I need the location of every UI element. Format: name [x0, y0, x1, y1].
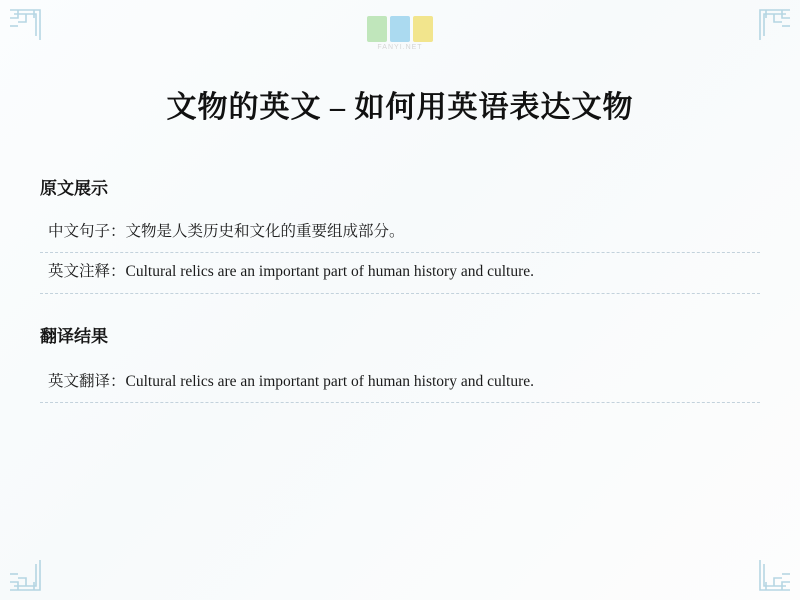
logo-caption: FANYI.NET	[377, 44, 423, 51]
section-heading-translation: 翻译结果	[40, 326, 108, 346]
row-label: 英文翻译：	[48, 372, 126, 390]
section-heading-original: 原文展示	[40, 179, 108, 198]
row-label: 中文句子：	[48, 223, 126, 240]
row-value: Cultural relics are an important part of human history and culture.	[125, 372, 534, 390]
row-value: Cultural relics are an important part of human history and culture.	[125, 263, 534, 281]
table-row	[40, 253, 760, 293]
table-row	[40, 213, 760, 253]
original-rows	[40, 213, 760, 294]
page-title: 文物的英文 – 如何用英语表达文物	[166, 91, 634, 124]
corner-ornament-bottom-left	[8, 558, 42, 592]
translation-rows	[40, 361, 760, 403]
table-row	[40, 361, 760, 403]
row-label: 英文注释：	[48, 263, 126, 281]
corner-ornament-bottom-right	[758, 558, 792, 592]
row-value: 文物是人类历史和文化的重要组成部分。	[125, 223, 405, 240]
